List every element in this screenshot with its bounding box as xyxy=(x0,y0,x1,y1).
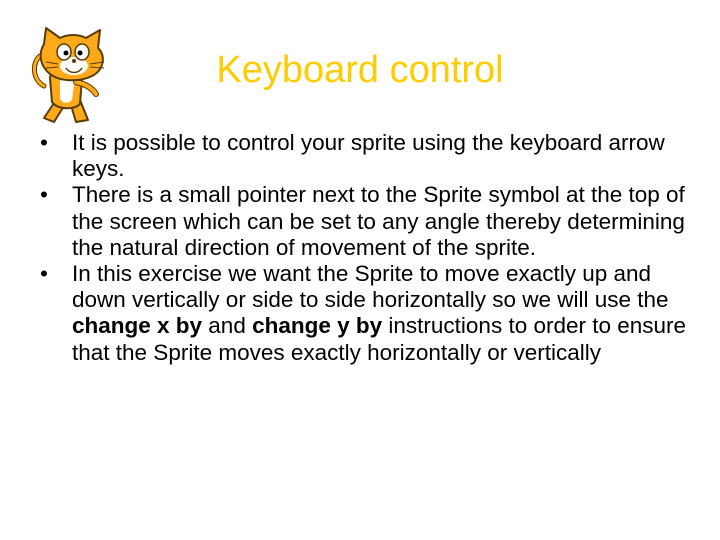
bullet-item xyxy=(40,130,690,182)
bullet-text-segment: There is a small pointer next to the Sprite symbol at the top of the screen which can be set to any angle thereby determining the natural direction of movement of the sprite. xyxy=(72,182,685,260)
bullet-text xyxy=(72,182,685,259)
bullet-text-bold: change x by xyxy=(72,313,203,339)
bullet-marker: • xyxy=(40,130,48,155)
bullet-item xyxy=(40,182,690,261)
bullet-marker: • xyxy=(40,261,48,287)
bullet-item xyxy=(40,261,690,366)
bullet-text-segment: and xyxy=(202,313,253,339)
bullet-text-segment: It is possible to control your sprite using the keyboard arrow keys. xyxy=(72,130,665,182)
bullet-text xyxy=(72,261,686,365)
scratch-cat-icon xyxy=(30,22,112,130)
bullet-text-segment: instructions to order to ensure that the Sprite moves exactly horizontally or vertically xyxy=(72,313,687,365)
bullet-marker: • xyxy=(40,182,48,208)
bullet-list xyxy=(40,130,690,366)
bullet-text-segment: In this exercise we want the Sprite to move exactly up and down vertically or side to side horizontally so we will use the xyxy=(72,261,669,313)
slide-title: Keyboard control xyxy=(216,49,504,91)
bullet-text-bold: change y by xyxy=(252,313,383,339)
bullet-text xyxy=(72,130,665,181)
